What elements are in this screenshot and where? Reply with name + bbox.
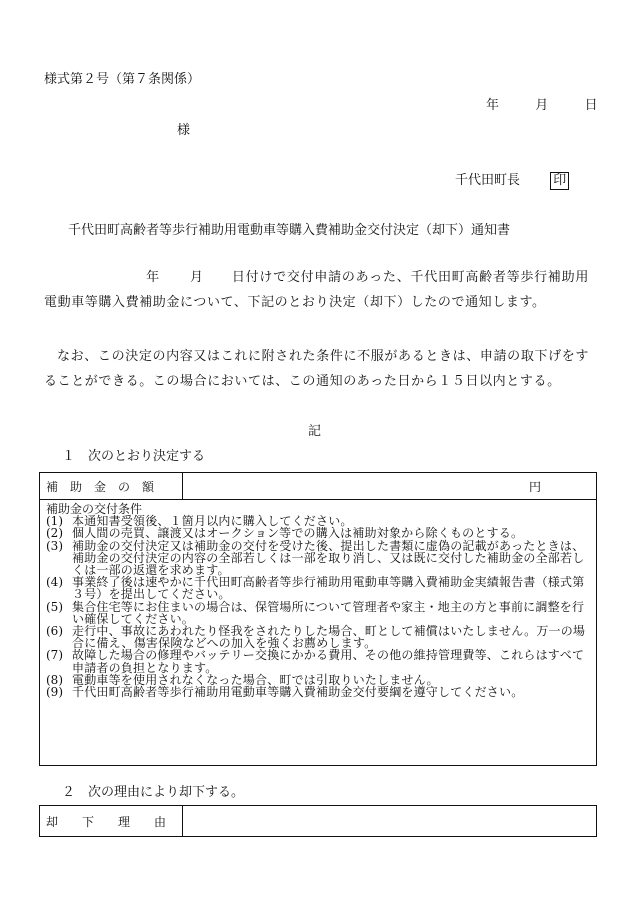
conditions-box: [39, 499, 597, 766]
condition-text: 補助金の交付決定又は補助金の交付を受けた後、提出した書類に虚偽の記載があったときは、補助金の交付決定の内容の全部若しくは一部を取り消し、又は既に交付した補助金の全部若しくは一部の返還を求めます。: [72, 538, 585, 578]
condition-number: (1): [46, 514, 63, 529]
condition-number: (2): [46, 526, 63, 541]
body1-year: 年: [146, 270, 160, 285]
condition-text: 故障した場合の修理やバッテリー交換にかかる費用、その他の維持管理費等、これらはすべて申請者の負担となります。: [72, 648, 585, 675]
reason-table: [39, 805, 597, 837]
condition-item: [46, 540, 590, 577]
date-month: 月: [535, 98, 549, 113]
condition-number: (5): [46, 599, 63, 614]
section-1-heading: １ 次のとおり決定する: [62, 449, 206, 464]
body-paragraph-2: なお、この決定の内容又はこれに附された条件に不服があるときは、申請の取下げをすることができる。この場合においては、この通知のあった日から１５日以内とする。: [44, 349, 589, 389]
date-day: 日: [584, 98, 598, 113]
condition-item: [46, 527, 590, 539]
body1-month: 月: [189, 270, 204, 285]
issuer-line: [455, 172, 569, 190]
condition-number: (4): [46, 575, 63, 590]
amount-label: 補 助 金 の 額: [40, 473, 183, 500]
seal-mark: 印: [550, 172, 569, 190]
condition-text: 集合住宅等にお住まいの場合は、保管場所について管理者や家主・地主の方と事前に調整を行い確保してください。: [72, 599, 585, 626]
condition-text: 電動車等を使用されなくなった場合、町では引取りいたしません。: [72, 672, 439, 687]
issuer-name: 千代田町長: [455, 173, 521, 188]
body1-text: 日付けで交付申請のあった、千代田町高齢者等歩行補助用電動車等購入費補助金について、下記のとおり決定（却下）したので通知します。: [44, 270, 589, 310]
condition-number: (6): [46, 624, 63, 639]
condition-number: (3): [46, 538, 63, 553]
body-paragraph-1: [44, 265, 589, 315]
document-title: 千代田町高齢者等歩行補助用電動車等購入費補助金交付決定（却下）通知書: [68, 223, 511, 238]
condition-text: 個人間の売買、譲渡又はオークション等での購入は補助対象から除くものとする。: [72, 526, 524, 541]
condition-number: (9): [46, 685, 63, 700]
condition-text: 走行中、事故にあわれたり怪我をされたりした場合、町として補償はいたしません。万一の場合に備え、傷害保険などへの加入を強くお薦めします。: [72, 624, 586, 651]
condition-text: 本通知書受領後、１箇月以内に購入してください。: [72, 514, 353, 529]
condition-item: [46, 576, 590, 600]
ki-heading: 記: [308, 424, 322, 439]
reason-label: 却 下 理 由: [40, 806, 183, 837]
conditions-title: 補助金の交付条件: [46, 502, 143, 516]
condition-text: 事業終了後は速やかに千代田町高齢者等歩行補助用電動車等購入費補助金実績報告書（様式第３号）を提出してください。: [72, 575, 585, 602]
amount-unit: 円: [183, 473, 597, 500]
condition-item: [46, 686, 590, 698]
condition-text: 千代田町高齢者等歩行補助用電動車等購入費補助金交付要綱を遵守してください。: [72, 685, 524, 700]
amount-table: [39, 472, 597, 500]
conditions-list: [46, 515, 590, 698]
condition-number: (8): [46, 672, 63, 687]
section-2-heading: ２ 次の理由により却下する。: [62, 785, 245, 800]
condition-number: (7): [46, 648, 63, 663]
form-number: 様式第２号（第７条関係）: [44, 72, 201, 87]
condition-item: [46, 649, 590, 673]
condition-item: [46, 601, 590, 625]
condition-item: [46, 625, 590, 649]
reason-value[interactable]: [183, 806, 597, 837]
recipient-honorific: 様: [177, 123, 191, 138]
date-line: [486, 97, 598, 115]
date-year: 年: [486, 98, 500, 113]
